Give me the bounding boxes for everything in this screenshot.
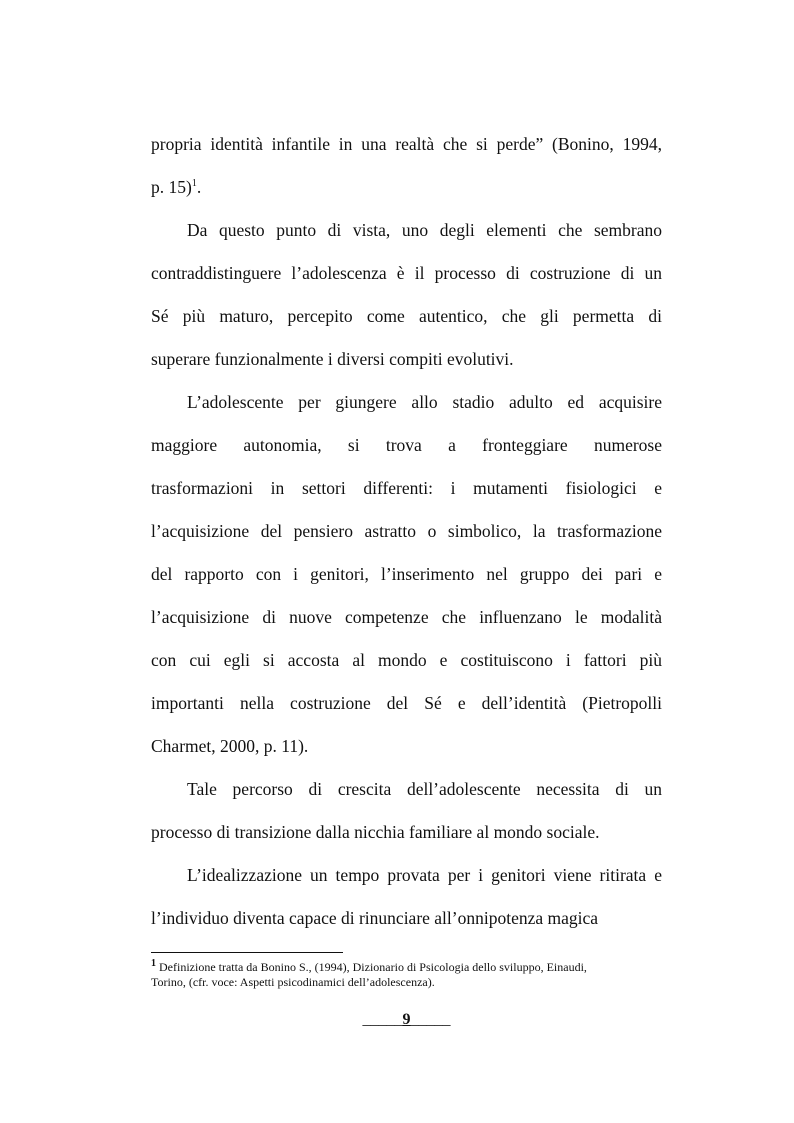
body-line: l’acquisizione di nuove competenze che influenzano le modalità [151, 607, 662, 627]
footnote [151, 960, 662, 975]
body-text: p. 15) [151, 177, 192, 197]
footnote-ref: 1 [191, 178, 197, 190]
body-line: Sé più maturo, percepito come autentico, che gli permetta di [151, 306, 662, 326]
body-line: Charmet, 2000, p. 11). [151, 736, 309, 756]
body-line: Tale percorso di crescita dell’adolescente necessita di un [187, 779, 662, 799]
footnote-marker: 1 [151, 958, 156, 969]
body-line: processo di transizione dalla nicchia familiare al mondo sociale. [151, 822, 600, 842]
page-number [151, 1011, 662, 1029]
footnote-text: Definizione tratta da Bonino S., (1994), Dizionario di Psicologia dello sviluppo, Einaudi, [159, 960, 587, 974]
body-line: trasformazioni in settori differenti: i mutamenti fisiologici e [151, 478, 662, 498]
document-page [151, 0, 662, 1123]
body-line: superare funzionalmente i diversi compiti evolutivi. [151, 349, 514, 369]
page-number-rule-left: _____ [362, 1011, 403, 1028]
body-line: Da questo punto di vista, uno degli elementi che sembrano [187, 220, 662, 240]
page-number-rule-right: _____ [410, 1011, 451, 1028]
body-line [151, 176, 662, 198]
body-line: L’idealizzazione un tempo provata per i genitori viene ritirata e [187, 865, 662, 885]
body-line: importanti nella costruzione del Sé e dell’identità (Pietropolli [151, 693, 662, 713]
body-line: maggiore autonomia, si trova a fronteggiare numerose [151, 435, 662, 455]
body-text: . [196, 177, 202, 197]
body-line: l’individuo diventa capace di rinunciare all’onnipotenza magica [151, 908, 599, 928]
page-number-value: 9 [402, 1011, 411, 1028]
body-line: contraddistinguere l’adolescenza è il processo di costruzione di un [151, 263, 662, 283]
footnote-separator [151, 952, 343, 953]
body-line: propria identità infantile in una realtà che si perde” (Bonino, 1994, [151, 134, 662, 154]
body-line: del rapporto con i genitori, l’inserimento nel gruppo dei pari e [151, 564, 662, 584]
body-line: l’acquisizione del pensiero astratto o simbolico, la trasformazione [151, 521, 662, 541]
footnote-continuation: Torino, (cfr. voce: Aspetti psicodinamici dell’adolescenza). [151, 975, 435, 989]
body-line: L’adolescente per giungere allo stadio adulto ed acquisire [187, 392, 662, 412]
body-line: con cui egli si accosta al mondo e costituiscono i fattori più [151, 650, 662, 670]
